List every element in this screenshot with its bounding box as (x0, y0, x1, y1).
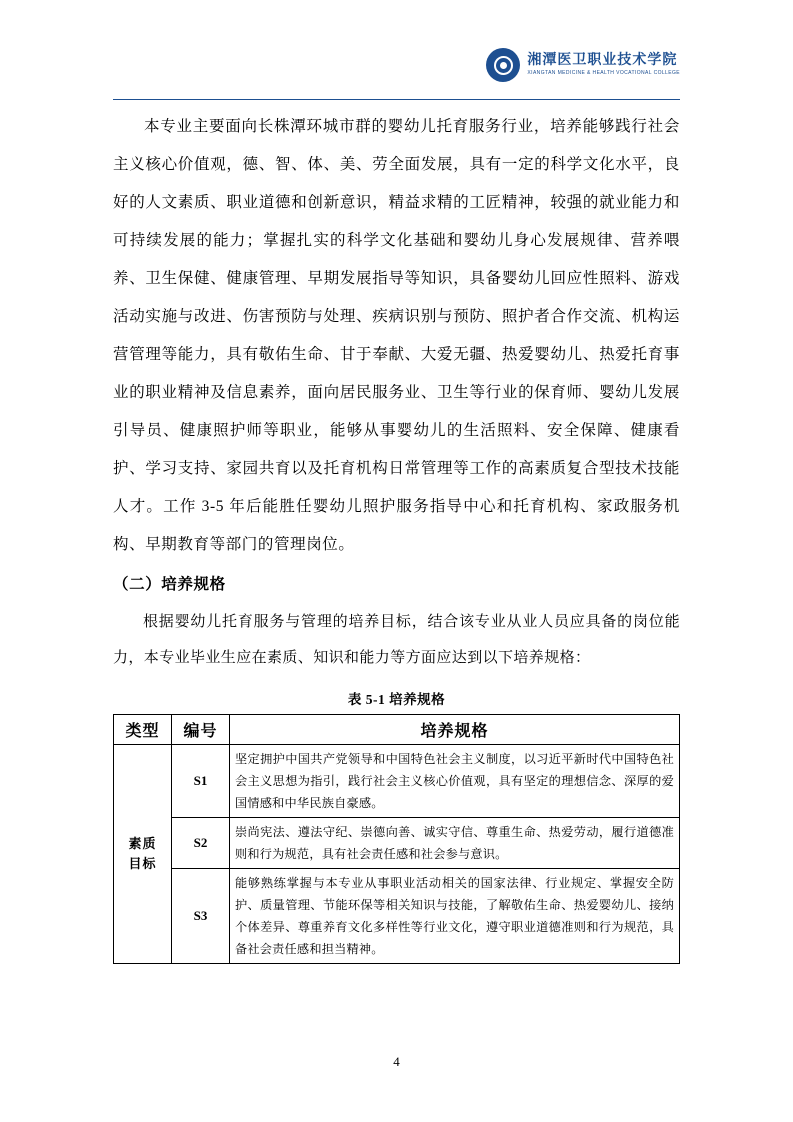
table-cell-desc: 能够熟练掌握与本专业从事职业活动相关的国家法律、行业规定、掌握安全防护、质量管理、节能环保等相关知识与技能，了解敬佑生命、热爱婴幼儿、接纳个体差异、尊重养育文化多样性等行业文化，遵守职业道德准则和行为规范，具备社会责任感和担当精神。 (230, 869, 680, 964)
college-logo-text (527, 53, 680, 77)
table-cell-desc: 坚定拥护中国共产党领导和中国特色社会主义制度，以习近平新时代中国特色社会主义思想为指引，践行社会主义核心价值观，具有坚定的理想信念、深厚的爱国情感和中华民族自豪感。 (230, 745, 680, 818)
table-header-type: 类型 (114, 715, 172, 745)
table-caption: 表 5-1 培养规格 (347, 692, 446, 707)
page-content (113, 108, 680, 964)
training-spec-table (113, 714, 680, 964)
group-label-line-2: 目标 (128, 856, 157, 871)
paragraph-training-spec-intro: 根据婴幼儿托育服务与管理的培养目标，结合该专业从业人员应具备的岗位能力，本专业毕业生应在素质、知识和能力等方面应达到以下培养规格： (113, 614, 680, 666)
table-cell-group-label (114, 745, 172, 964)
college-seal-icon (486, 48, 520, 82)
table-row (114, 745, 680, 818)
section-heading-training-spec: （二）培养规格 (113, 576, 226, 593)
table-cell-code: S2 (172, 818, 230, 869)
college-name-cn: 湘潭医卫职业技术学院 (527, 53, 678, 69)
table-row (114, 818, 680, 869)
group-label-line-1: 素质 (128, 836, 157, 851)
table-row (114, 869, 680, 964)
paragraph-training-objective: 本专业主要面向长株潭环城市群的婴幼儿托育服务行业，培养能够践行社会主义核心价值观，德、智、体、美、劳全面发展，具有一定的科学文化水平，良好的人文素质、职业道德和创新意识，精益求精的工匠精神，较强的就业能力和可持续发展的能力；掌握扎实的科学文化基础和婴幼儿身心发展规律、营养喂养、卫生保健、健康管理、早期发展指导等知识，具备婴幼儿回应性照料、游戏活动实施与改进、伤害预防与处理、疾病识别与预防、照护者合作交流、机构运营管理等能力，具有敬佑生命、甘于奉献、大爱无疆、热爱婴幼儿、热爱托育事业的职业精神及信息素养，面向居民服务业、卫生等行业的保育师、婴幼儿发展引导员、健康照护师等职业，能够从事婴幼儿的生活照料、安全保障、健康看护、学习支持、家园共育以及托育机构日常管理等工作的高素质复合型技术技能人才。工作 3-5 年后能胜任婴幼儿照护服务指导中心和托育机构、家政服务机构、早期教育等部门的管理岗位。 (113, 118, 680, 553)
table-cell-desc: 崇尚宪法、遵法守纪、崇德向善、诚实守信、尊重生命、热爱劳动，履行道德准则和行为规范，具有社会责任感和社会参与意识。 (230, 818, 680, 869)
table-cell-code: S1 (172, 745, 230, 818)
table-header-code: 编号 (172, 715, 230, 745)
header-divider (113, 99, 680, 100)
college-logo (486, 48, 680, 82)
page-header (113, 48, 680, 100)
college-name-en: XIANGTAN MEDICINE & HEALTH VOCATIONAL COLLEGE (527, 70, 680, 77)
table-cell-code: S3 (172, 869, 230, 964)
table-header-spec: 培养规格 (230, 715, 680, 745)
page-number: 4 (393, 1054, 400, 1069)
table-header-row (114, 715, 680, 745)
